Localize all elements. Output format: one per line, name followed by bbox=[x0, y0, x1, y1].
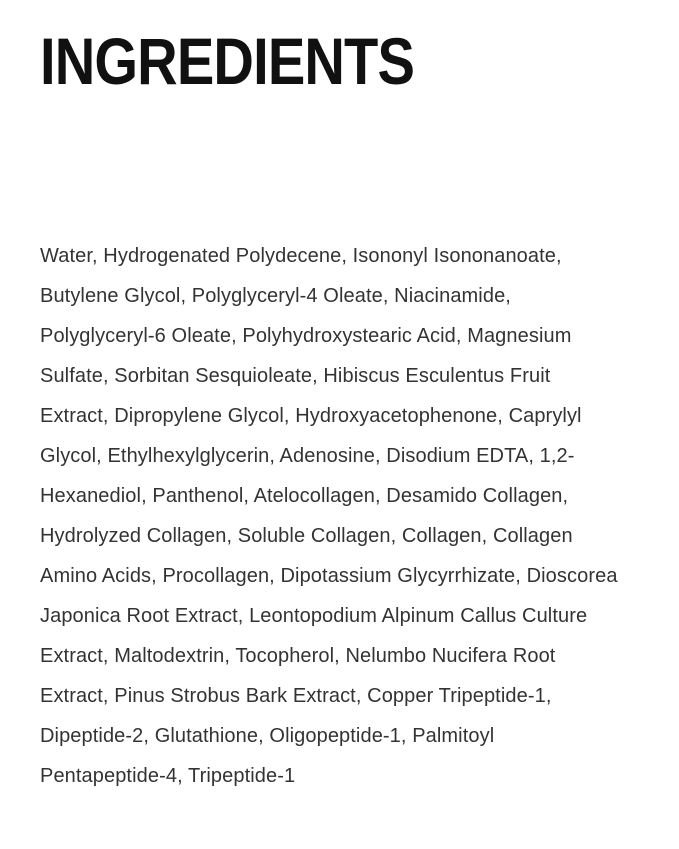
ingredients-line: Pentapeptide-4, Tripeptide-1 bbox=[40, 765, 296, 787]
ingredients-line: Extract, Dipropylene Glycol, Hydroxyacetophenone, Caprylyl bbox=[40, 405, 582, 427]
ingredients-list bbox=[40, 236, 659, 796]
ingredients-line: Dipeptide-2, Glutathione, Oligopeptide-1, Palmitoyl bbox=[40, 725, 495, 747]
ingredients-line: Sulfate, Sorbitan Sesquioleate, Hibiscus Esculentus Fruit bbox=[40, 365, 551, 387]
ingredients-line: Extract, Pinus Strobus Bark Extract, Copper Tripeptide-1, bbox=[40, 685, 552, 707]
ingredients-line: Hexanediol, Panthenol, Atelocollagen, Desamido Collagen, bbox=[40, 485, 569, 507]
ingredients-line: Hydrolyzed Collagen, Soluble Collagen, Collagen, Collagen bbox=[40, 525, 573, 547]
ingredients-line: Polyglyceryl-6 Oleate, Polyhydroxystearic Acid, Magnesium bbox=[40, 325, 572, 347]
ingredients-line: Amino Acids, Procollagen, Dipotassium Glycyrrhizate, Dioscorea bbox=[40, 565, 618, 587]
page-title: INGREDIENTS bbox=[40, 24, 415, 98]
ingredients-line: Butylene Glycol, Polyglyceryl-4 Oleate, Niacinamide, bbox=[40, 285, 511, 307]
ingredients-line: Water, Hydrogenated Polydecene, Isononyl Isononanoate, bbox=[40, 245, 562, 267]
ingredients-line: Japonica Root Extract, Leontopodium Alpinum Callus Culture bbox=[40, 605, 588, 627]
ingredients-line: Extract, Maltodextrin, Tocopherol, Nelumbo Nucifera Root bbox=[40, 645, 556, 667]
ingredients-line: Glycol, Ethylhexylglycerin, Adenosine, Disodium EDTA, 1,2- bbox=[40, 445, 575, 467]
